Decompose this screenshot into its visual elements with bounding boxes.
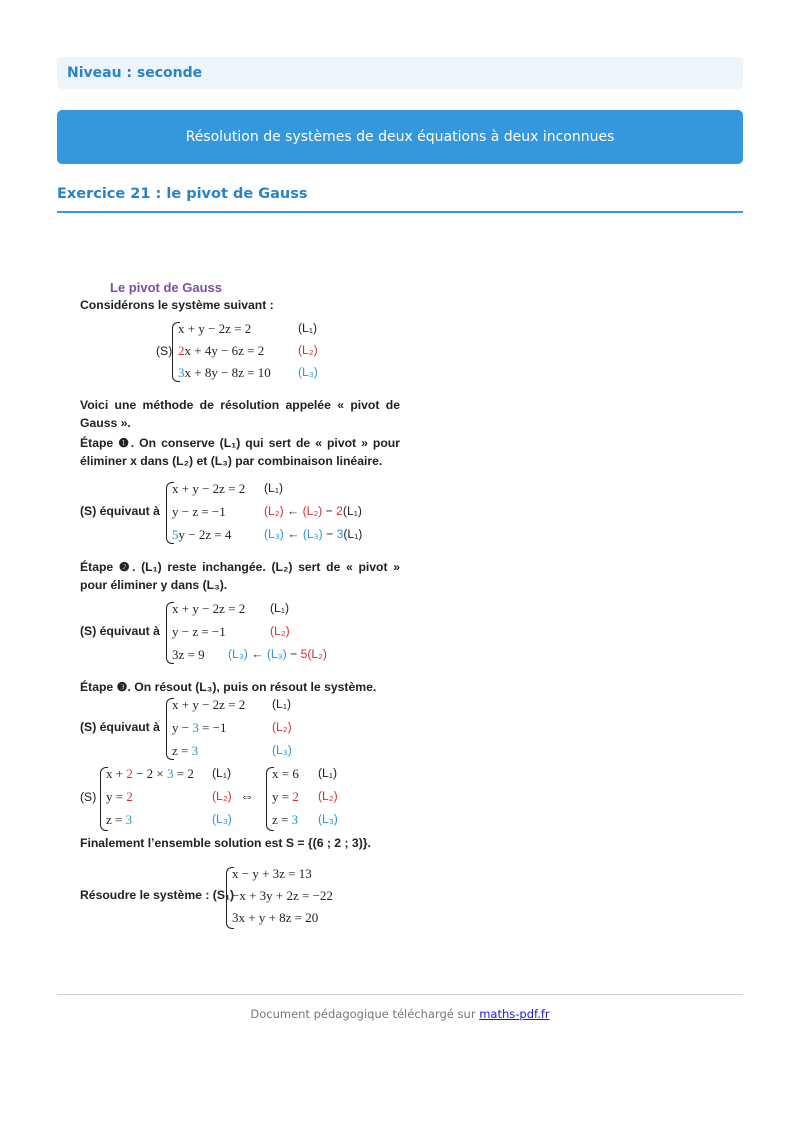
final-right-eq3: z = 3 (272, 812, 299, 827)
step1-equiv-label: (S) équivaut à (80, 504, 160, 518)
final-left-eq2: y = 2 (106, 789, 133, 804)
step1-op2: (L₂) ← (L₂) − 2(L₁) (264, 504, 362, 518)
final-right-eq2: y = 2 (272, 789, 299, 804)
final-right-eq1: x = 6 (272, 766, 299, 781)
step2-L1: (L₁) (270, 601, 290, 615)
step3-L2: (L₂) (272, 720, 292, 734)
step3-L3: (L₃) (272, 743, 292, 757)
final-right-L2: (L₂) (318, 789, 338, 803)
label-L2: (L₂) (298, 343, 318, 357)
task-eq2: −x + 3y + 2z = −22 (232, 888, 333, 903)
label-L1: (L₁) (298, 321, 318, 335)
system-eq2: 2x + 4y − 6z = 2 (178, 343, 265, 358)
final-left-L2: (L₂) (212, 789, 232, 803)
step3-L1: (L₁) (272, 697, 292, 711)
final-right-L3: (L₃) (318, 812, 338, 826)
step2-equiv-label: (S) équivaut à (80, 624, 160, 638)
final-left-L3: (L₃) (212, 812, 232, 826)
footer-link[interactable]: maths-pdf.fr (479, 1007, 550, 1021)
final-right-L1: (L₁) (318, 766, 338, 780)
task-label: Résoudre le système : (S₁) (80, 888, 235, 902)
step1-L1: (L₁) (264, 481, 284, 495)
final-left-eq1: x + 2 − 2 × 3 = 2 (106, 766, 194, 781)
final-system-label: (S) (80, 790, 97, 804)
step2-eq3: 3z = 9 (172, 647, 205, 662)
step2-text: Étape ❷. (L₁) reste inchangée. (L₂) sert de « pivot » pour éliminer y dans (L₃). (80, 560, 400, 592)
footer-text: Document pédagogique téléchargé sur (250, 1007, 480, 1021)
label-L3: (L₃) (298, 365, 318, 379)
solution-text: Finalement l’ensemble solution est S = {(6 ; 2 ; 3)}. (80, 836, 371, 850)
step2-L2: (L₂) (270, 624, 290, 638)
method-text: Voici une méthode de résolution appelée « pivot de Gauss ». (80, 398, 400, 430)
footer-divider (57, 994, 743, 995)
footer (0, 1007, 800, 1021)
task-eq1: x − y + 3z = 13 (232, 866, 312, 881)
final-left-L1: (L₁) (212, 766, 232, 780)
level-label: Niveau : seconde (57, 57, 743, 89)
system-eq1: x + y − 2z = 2 (178, 321, 252, 336)
intro-text: Considérons le système suivant : (80, 298, 274, 312)
step1-eq1: x + y − 2z = 2 (172, 481, 246, 496)
step2-eq1: x + y − 2z = 2 (172, 601, 246, 616)
system-eq3: 3x + 8y − 8z = 10 (178, 365, 271, 380)
step2-eq2: y − z = −1 (172, 624, 226, 639)
section-title: Le pivot de Gauss (110, 280, 222, 295)
step1-op3: (L₃) ← (L₃) − 3(L₁) (264, 527, 363, 541)
step3-eq2: y − 3 = −1 (172, 720, 227, 735)
system-label: (S) (156, 344, 173, 358)
task-eq3: 3x + y + 8z = 20 (232, 910, 319, 925)
exercise-title: Exercice 21 : le pivot de Gauss (57, 186, 743, 213)
step3-equiv-label: (S) équivaut à (80, 720, 160, 734)
chapter-title-banner: Résolution de systèmes de deux équations à deux inconnues (57, 110, 743, 164)
equivalence-symbol: ⇔ (240, 788, 254, 804)
step3-eq3: z = 3 (172, 743, 199, 758)
step2-op3: (L₃) ← (L₃) − 5(L₂) (228, 647, 327, 661)
step1-eq3: 5y − 2z = 4 (172, 527, 232, 542)
step3-text: Étape ❸. On résout (L₃), puis on résout le système. (80, 680, 377, 694)
step1-eq2: y − z = −1 (172, 504, 226, 519)
step1-text: Étape ❶. On conserve (L₁) qui sert de « pivot » pour éliminer x dans (L₂) et (L₃) par combinaison linéaire. (80, 436, 400, 468)
final-left-eq3: z = 3 (106, 812, 133, 827)
step3-eq1: x + y − 2z = 2 (172, 697, 246, 712)
